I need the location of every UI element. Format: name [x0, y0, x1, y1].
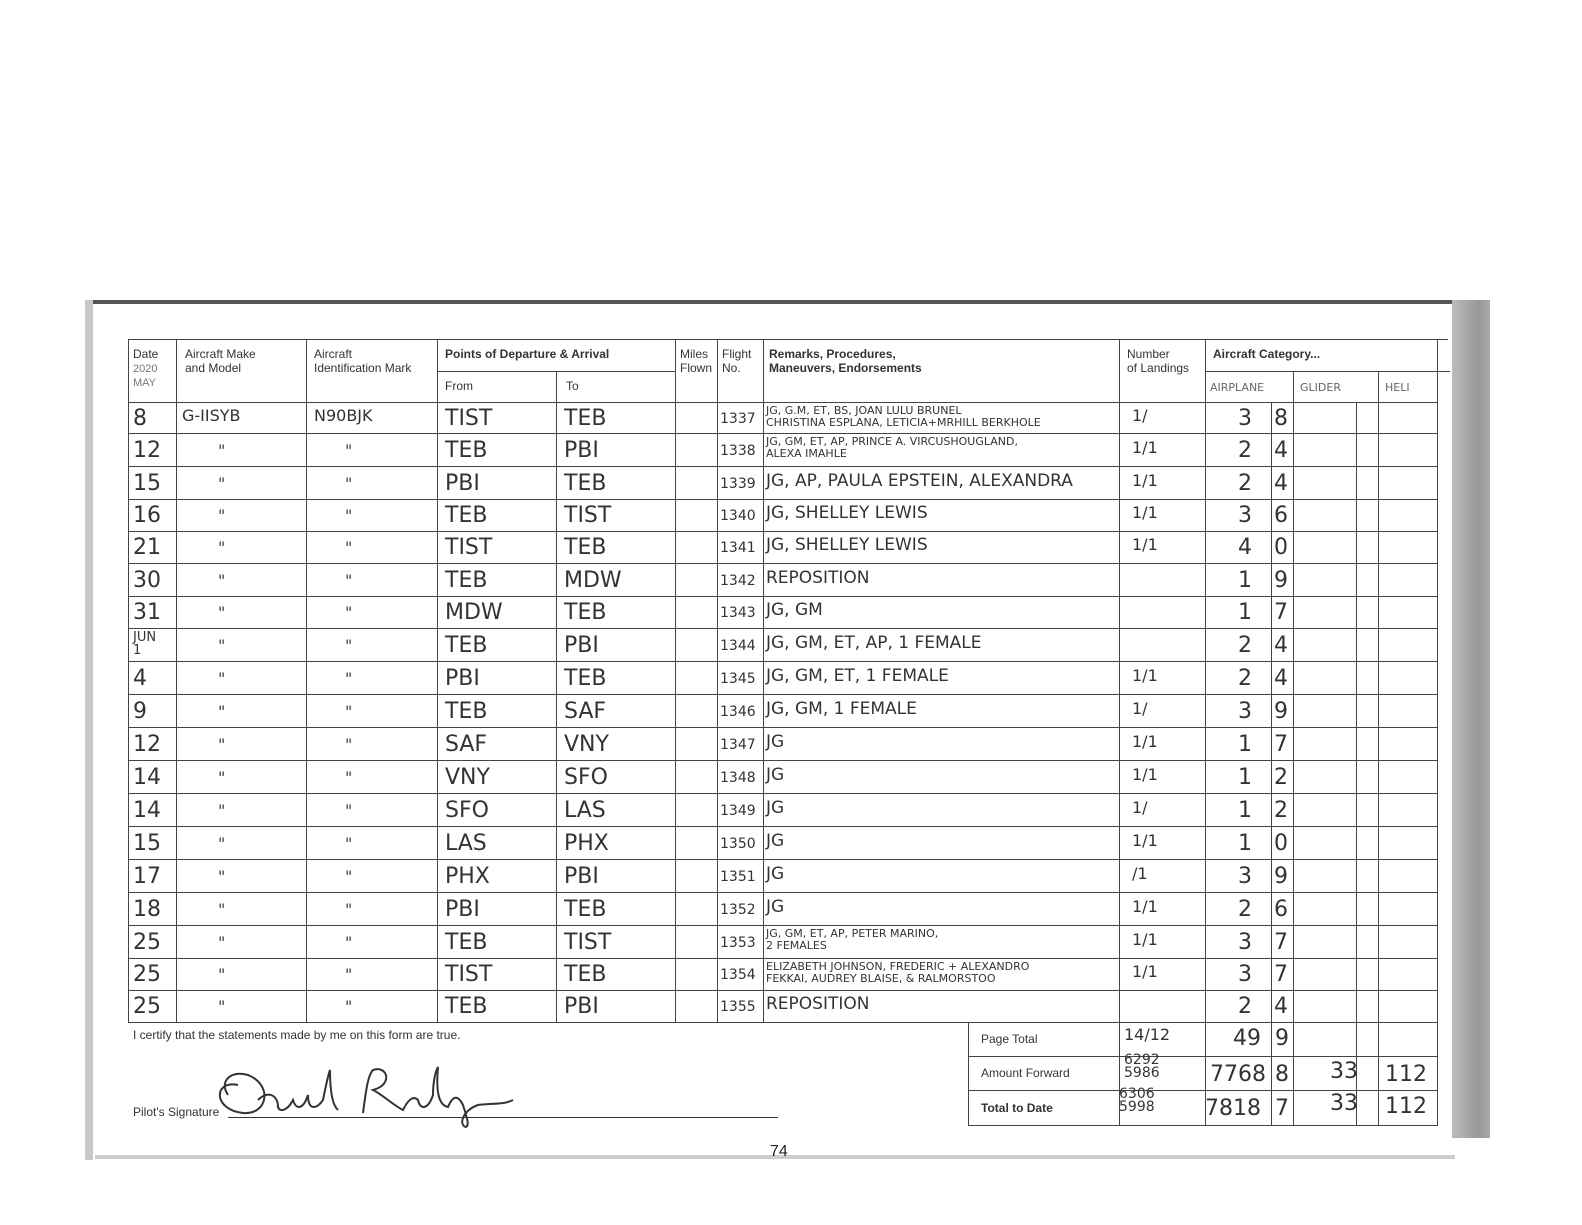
cell-flight-number: 1355 — [720, 999, 756, 1015]
category-airplane: AIRPLANE — [1210, 381, 1265, 394]
cell-remarks: JG, GM, ET, 1 FEMALE — [766, 665, 949, 686]
cell-from: TEB — [445, 567, 488, 593]
cell-hours: 1 — [1238, 731, 1252, 757]
cell-flight-number: 1341 — [720, 540, 756, 556]
cell-to: SAF — [564, 698, 607, 724]
cell-remarks: JG, AP, PAULA EPSTEIN, ALEXANDRA — [766, 470, 1073, 491]
cell-tenths: 8 — [1274, 405, 1288, 431]
category-heli: HELI — [1385, 381, 1410, 394]
cell-aircraft-make: " — [218, 734, 226, 754]
grid-column-line — [1119, 339, 1120, 1022]
grid-row-line — [128, 990, 1438, 991]
cell-from: MDW — [445, 600, 503, 625]
cell-from: TIST — [445, 535, 493, 560]
cell-tenths: 4 — [1274, 470, 1288, 496]
cell-date: 15 — [133, 830, 161, 856]
scan-edge-top — [85, 300, 1480, 304]
grid-row-line — [128, 499, 1438, 500]
cell-remarks: JG, SHELLEY LEWIS — [766, 503, 928, 523]
cell-flight-number: 1344 — [720, 637, 756, 654]
cell-aircraft-id: " — [345, 997, 353, 1016]
page-total-landings: 14/12 — [1124, 1025, 1171, 1044]
cell-to: TEB — [564, 896, 607, 922]
grid-row-line — [128, 826, 1438, 827]
cell-aircraft-id: " — [345, 899, 353, 919]
header-category: Aircraft Category... — [1213, 347, 1321, 361]
cell-aircraft-id: " — [345, 668, 353, 688]
amount-forward-label: Amount Forward — [981, 1066, 1070, 1080]
grid-column-line — [1378, 371, 1379, 1022]
cell-tenths: 0 — [1274, 535, 1288, 560]
cell-date: 14 — [133, 764, 161, 790]
cell-date: 15 — [133, 470, 161, 496]
grid-row-line — [128, 892, 1438, 893]
cell-from: PBI — [445, 665, 480, 691]
cell-remarks: JG, SHELLEY LEWIS — [766, 535, 928, 555]
cell-tenths: 9 — [1274, 863, 1288, 889]
header-date-year: 2020 — [133, 363, 158, 375]
cell-remarks: JG — [766, 830, 785, 851]
cell-to: PBI — [564, 437, 599, 463]
cell-hours: 3 — [1238, 929, 1252, 955]
amount-forward-landings: 6292 5986 — [1124, 1052, 1160, 1081]
grid-column-line — [1205, 339, 1206, 1022]
cell-to: PBI — [564, 994, 599, 1019]
cell-flight-number: 1342 — [720, 572, 756, 589]
cell-hours: 1 — [1238, 830, 1252, 856]
grid-footer-line-1 — [968, 1056, 1438, 1057]
cell-tenths: 7 — [1274, 731, 1288, 757]
cell-landings: 1/ — [1132, 698, 1148, 718]
cell-aircraft-make: " — [218, 473, 226, 493]
cell-to: TIST — [564, 929, 612, 955]
cell-aircraft-id: " — [345, 635, 353, 655]
cell-hours: 1 — [1238, 600, 1252, 625]
header-date-month: MAY — [133, 377, 157, 389]
grid-row-line — [128, 1022, 1438, 1023]
cell-to: TEB — [564, 600, 607, 625]
cell-flight-number: 1351 — [720, 868, 756, 885]
cell-aircraft-make: " — [218, 506, 226, 525]
scan-edge-right — [1452, 300, 1490, 1138]
cell-date: 9 — [133, 698, 147, 724]
page-total-tenths: 9 — [1275, 1026, 1289, 1051]
cell-hours: 1 — [1238, 797, 1252, 823]
cell-landings: 1/ — [1132, 405, 1148, 425]
cell-from: TEB — [445, 503, 488, 528]
cell-landings: 1/1 — [1132, 929, 1158, 949]
cell-date: 12 — [133, 437, 161, 463]
cell-aircraft-id: " — [345, 932, 353, 952]
cell-tenths: 7 — [1274, 929, 1288, 955]
cell-aircraft-id: " — [345, 833, 353, 853]
cell-tenths: 9 — [1274, 698, 1288, 724]
header-flight: Flight No. — [722, 347, 752, 375]
header-date: Date — [133, 347, 159, 361]
cell-to: PBI — [564, 863, 599, 889]
grid-row-line — [128, 727, 1438, 728]
grid-row-line — [128, 694, 1438, 695]
cell-date: 18 — [133, 896, 161, 922]
cell-flight-number: 1338 — [720, 442, 756, 459]
cell-flight-number: 1337 — [720, 410, 756, 427]
cell-remarks: JG, GM — [766, 600, 823, 620]
cell-date: 30 — [133, 567, 161, 593]
cell-tenths: 6 — [1274, 896, 1288, 922]
cell-flight-number: 1346 — [720, 703, 756, 720]
cell-to: TEB — [564, 405, 607, 431]
cell-to: LAS — [564, 797, 606, 823]
cell-aircraft-make: " — [218, 997, 226, 1016]
header-remarks: Remarks, Procedures, Maneuvers, Endorsements — [769, 347, 922, 375]
page-total-hours: 49 — [1233, 1026, 1261, 1051]
cell-aircraft-make: " — [218, 440, 226, 460]
cell-hours: 2 — [1238, 896, 1252, 922]
cell-flight-number: 1354 — [720, 967, 756, 983]
cell-hours: 1 — [1238, 764, 1252, 790]
cell-remarks: JG, GM, ET, AP, PETER MARINO, 2 FEMALES — [766, 927, 939, 952]
cell-landings: /1 — [1132, 863, 1148, 883]
grid-top-border — [128, 339, 1448, 340]
header-aircraft-id: Aircraft Identification Mark — [314, 347, 412, 375]
cell-aircraft-id: " — [345, 506, 353, 525]
grid-column-line — [176, 339, 177, 1022]
cell-flight-number: 1343 — [720, 605, 756, 621]
cell-from: PBI — [445, 470, 480, 496]
cell-from: PHX — [445, 863, 490, 889]
cell-date: 14 — [133, 797, 161, 823]
header-miles: Miles Flown — [680, 347, 713, 375]
cell-landings: 1/ — [1132, 797, 1148, 817]
cell-remarks: REPOSITION — [766, 567, 870, 588]
category-glider: GLIDER — [1300, 381, 1341, 394]
scan-edge-left — [85, 300, 93, 1160]
cell-aircraft-make: " — [218, 932, 226, 952]
cell-to: PHX — [564, 830, 609, 856]
cell-tenths: 4 — [1274, 994, 1288, 1019]
cell-to: VNY — [564, 731, 609, 757]
header-to: To — [566, 379, 579, 393]
amount-forward-heli: 112 — [1385, 1062, 1427, 1087]
grid-row-line — [128, 433, 1438, 434]
cell-to: TEB — [564, 665, 607, 691]
cell-flight-number: 1345 — [720, 670, 756, 687]
cell-date: 25 — [133, 929, 161, 955]
cell-aircraft-make: " — [218, 833, 226, 853]
total-to-date-label: Total to Date — [981, 1101, 1053, 1115]
grid-row-line — [128, 531, 1438, 532]
cell-hours: 2 — [1238, 470, 1252, 496]
cell-to: PBI — [564, 632, 599, 658]
cell-remarks: JG, GM, ET, AP, 1 FEMALE — [766, 632, 982, 653]
signature-label: Pilot's Signature — [133, 1105, 220, 1119]
grid-column-line — [556, 371, 557, 1022]
cell-flight-number: 1348 — [720, 769, 756, 786]
grid-row-line — [128, 628, 1438, 629]
header-landings: Number of Landings — [1127, 347, 1190, 375]
grid-row-line — [128, 596, 1438, 597]
cell-date: 21 — [133, 535, 161, 560]
cell-from: SFO — [445, 797, 489, 823]
grid-column-line — [437, 339, 438, 1022]
cell-hours: 2 — [1238, 437, 1252, 463]
cell-hours: 2 — [1238, 994, 1252, 1019]
cell-flight-number: 1352 — [720, 901, 756, 918]
cell-tenths: 4 — [1274, 665, 1288, 691]
cell-tenths: 9 — [1274, 567, 1288, 593]
cell-tenths: 7 — [1274, 600, 1288, 625]
cell-remarks: JG — [766, 896, 785, 917]
total-glider: 33 — [1330, 1091, 1358, 1116]
cell-remarks: REPOSITION — [766, 994, 870, 1014]
grid-column-line — [675, 339, 676, 1022]
cell-aircraft-make: " — [218, 570, 226, 590]
cell-aircraft-make: " — [218, 701, 226, 721]
cell-from: TEB — [445, 437, 488, 463]
cell-remarks: JG, GM, ET, AP, PRINCE A. VIRCUSHOUGLAND, ALEXA IMAHLE — [766, 435, 1018, 460]
amount-forward-glider: 33 — [1330, 1059, 1358, 1084]
page-number: 74 — [770, 1143, 788, 1160]
grid-row-line — [128, 661, 1438, 662]
grid-row-line — [128, 958, 1438, 959]
header-from: From — [445, 379, 473, 393]
cell-remarks: JG — [766, 764, 785, 785]
cell-remarks: JG — [766, 797, 785, 818]
grid-column-line — [1271, 402, 1272, 1022]
cell-date: 31 — [133, 600, 161, 625]
cell-aircraft-id: " — [345, 538, 353, 557]
cell-to: TEB — [564, 962, 607, 987]
cell-tenths: 7 — [1274, 962, 1288, 987]
cell-hours: 3 — [1238, 962, 1252, 987]
cell-aircraft-id: N90BJK — [314, 405, 373, 425]
grid-footer-line-2 — [968, 1090, 1438, 1091]
cell-tenths: 2 — [1274, 764, 1288, 790]
cell-landings: 1/1 — [1132, 535, 1158, 554]
cell-tenths: 4 — [1274, 437, 1288, 463]
cell-flight-number: 1339 — [720, 475, 756, 492]
cell-aircraft-id: " — [345, 767, 353, 787]
grid-column-line — [717, 339, 718, 1022]
cell-date: 16 — [133, 503, 161, 528]
cell-hours: 3 — [1238, 698, 1252, 724]
grid-header-bottom — [128, 402, 1438, 403]
cell-hours: 3 — [1238, 503, 1252, 528]
cell-aircraft-make: " — [218, 800, 226, 820]
grid-footer-left — [968, 1022, 969, 1125]
cell-to: SFO — [564, 764, 608, 790]
cell-from: TEB — [445, 929, 488, 955]
cell-flight-number: 1353 — [720, 934, 756, 951]
cell-to: TEB — [564, 470, 607, 496]
cell-to: MDW — [564, 567, 622, 593]
grid-footer-column — [1378, 1022, 1379, 1125]
grid-row-line — [128, 793, 1438, 794]
grid-footer-column — [1271, 1022, 1272, 1125]
cell-tenths: 0 — [1274, 830, 1288, 856]
cell-aircraft-id: " — [345, 866, 353, 886]
cell-flight-number: 1347 — [720, 736, 756, 753]
cell-from: VNY — [445, 764, 490, 790]
cell-aircraft-id: " — [345, 701, 353, 721]
grid-column-line — [128, 339, 129, 1022]
cell-from: PBI — [445, 896, 480, 922]
total-heli: 112 — [1385, 1094, 1427, 1119]
grid-column-line — [1356, 402, 1357, 1022]
grid-footer-line-3 — [968, 1125, 1438, 1126]
cell-remarks: JG, GM, 1 FEMALE — [766, 698, 917, 719]
cell-aircraft-make: " — [218, 668, 226, 688]
cell-date: 25 — [133, 962, 161, 987]
cell-date: 4 — [133, 665, 147, 691]
cell-from: SAF — [445, 731, 488, 757]
cell-aircraft-id: " — [345, 800, 353, 820]
cell-flight-number: 1350 — [720, 835, 756, 852]
cell-hours: 2 — [1238, 632, 1252, 658]
cell-landings: 1/1 — [1132, 470, 1158, 490]
grid-column-line — [763, 339, 764, 1022]
cell-from: LAS — [445, 830, 487, 856]
cell-aircraft-make: " — [218, 635, 226, 655]
amount-forward-tenths: 8 — [1275, 1062, 1289, 1087]
cell-aircraft-make: " — [218, 767, 226, 787]
cell-hours: 3 — [1238, 405, 1252, 431]
header-points: Points of Departure & Arrival — [445, 347, 610, 361]
cell-to: TIST — [564, 503, 612, 528]
grid-row-line — [128, 925, 1438, 926]
page-total-label: Page Total — [981, 1032, 1038, 1046]
cell-landings: 1/1 — [1132, 437, 1158, 457]
cell-flight-number: 1340 — [720, 508, 756, 524]
grid-row-line — [128, 859, 1438, 860]
pilot-signature — [208, 1055, 528, 1135]
cell-remarks: JG — [766, 863, 785, 884]
cell-aircraft-make: " — [218, 603, 226, 622]
cell-aircraft-id: " — [345, 603, 353, 622]
cell-from: TIST — [445, 405, 493, 431]
cell-landings: 1/1 — [1132, 830, 1158, 850]
cell-remarks: JG, G.M, ET, BS, JOAN LULU BRUNEL CHRISTINA ESPLANA, LETICIA+MRHILL BERKHOLE — [766, 404, 1041, 429]
cell-aircraft-make: " — [218, 965, 226, 984]
cell-aircraft-id: " — [345, 473, 353, 493]
cell-to: TEB — [564, 535, 607, 560]
grid-row-line — [128, 466, 1438, 467]
cell-remarks: ELIZABETH JOHNSON, FREDERIC + ALEXANDRO FEKKAI, AUDREY BLAISE, & RALMORSTOO — [766, 960, 1030, 985]
cell-aircraft-id: " — [345, 440, 353, 460]
cell-aircraft-id: " — [345, 570, 353, 590]
cell-aircraft-make: G-IISYB — [182, 405, 241, 425]
cell-landings: 1/1 — [1132, 503, 1158, 522]
cell-remarks: JG — [766, 731, 785, 752]
grid-row-line — [128, 563, 1438, 564]
grid-row-line — [128, 760, 1438, 761]
cell-date: 12 — [133, 731, 161, 757]
cell-landings: 1/1 — [1132, 962, 1158, 981]
cell-hours: 2 — [1238, 665, 1252, 691]
cell-aircraft-make: " — [218, 899, 226, 919]
cell-aircraft-make: " — [218, 866, 226, 886]
certify-statement: I certify that the statements made by me on this form are true. — [133, 1028, 461, 1042]
cell-tenths: 2 — [1274, 797, 1288, 823]
cell-aircraft-id: " — [345, 734, 353, 754]
cell-date: JUN 1 — [133, 630, 157, 658]
cell-hours: 3 — [1238, 863, 1252, 889]
cell-flight-number: 1349 — [720, 802, 756, 819]
cell-landings: 1/1 — [1132, 665, 1158, 685]
cell-date: 8 — [133, 405, 147, 431]
header-aircraft-make: Aircraft Make and Model — [185, 347, 256, 375]
grid-column-line — [306, 339, 307, 1022]
cell-date: 25 — [133, 994, 161, 1019]
cell-from: TEB — [445, 994, 488, 1019]
cell-from: TIST — [445, 962, 493, 987]
total-landings: 6306 5998 — [1119, 1086, 1155, 1115]
grid-footer-column — [1293, 1022, 1294, 1125]
cell-landings: 1/1 — [1132, 764, 1158, 784]
cell-landings: 1/1 — [1132, 896, 1158, 916]
grid-right-border — [1437, 339, 1438, 1125]
cell-from: TEB — [445, 632, 488, 658]
grid-column-line — [1293, 371, 1294, 1022]
grid-category-subline — [1205, 371, 1450, 372]
cell-tenths: 6 — [1274, 503, 1288, 528]
cell-aircraft-id: " — [345, 965, 353, 984]
total-tenths: 7 — [1275, 1096, 1289, 1121]
cell-tenths: 4 — [1274, 632, 1288, 658]
cell-hours: 4 — [1238, 535, 1252, 560]
cell-hours: 1 — [1238, 567, 1252, 593]
total-hours: 7818 — [1205, 1096, 1261, 1121]
amount-forward-hours: 7768 — [1210, 1062, 1266, 1087]
cell-from: TEB — [445, 698, 488, 724]
cell-date: 17 — [133, 863, 161, 889]
cell-landings: 1/1 — [1132, 731, 1158, 751]
cell-aircraft-make: " — [218, 538, 226, 557]
